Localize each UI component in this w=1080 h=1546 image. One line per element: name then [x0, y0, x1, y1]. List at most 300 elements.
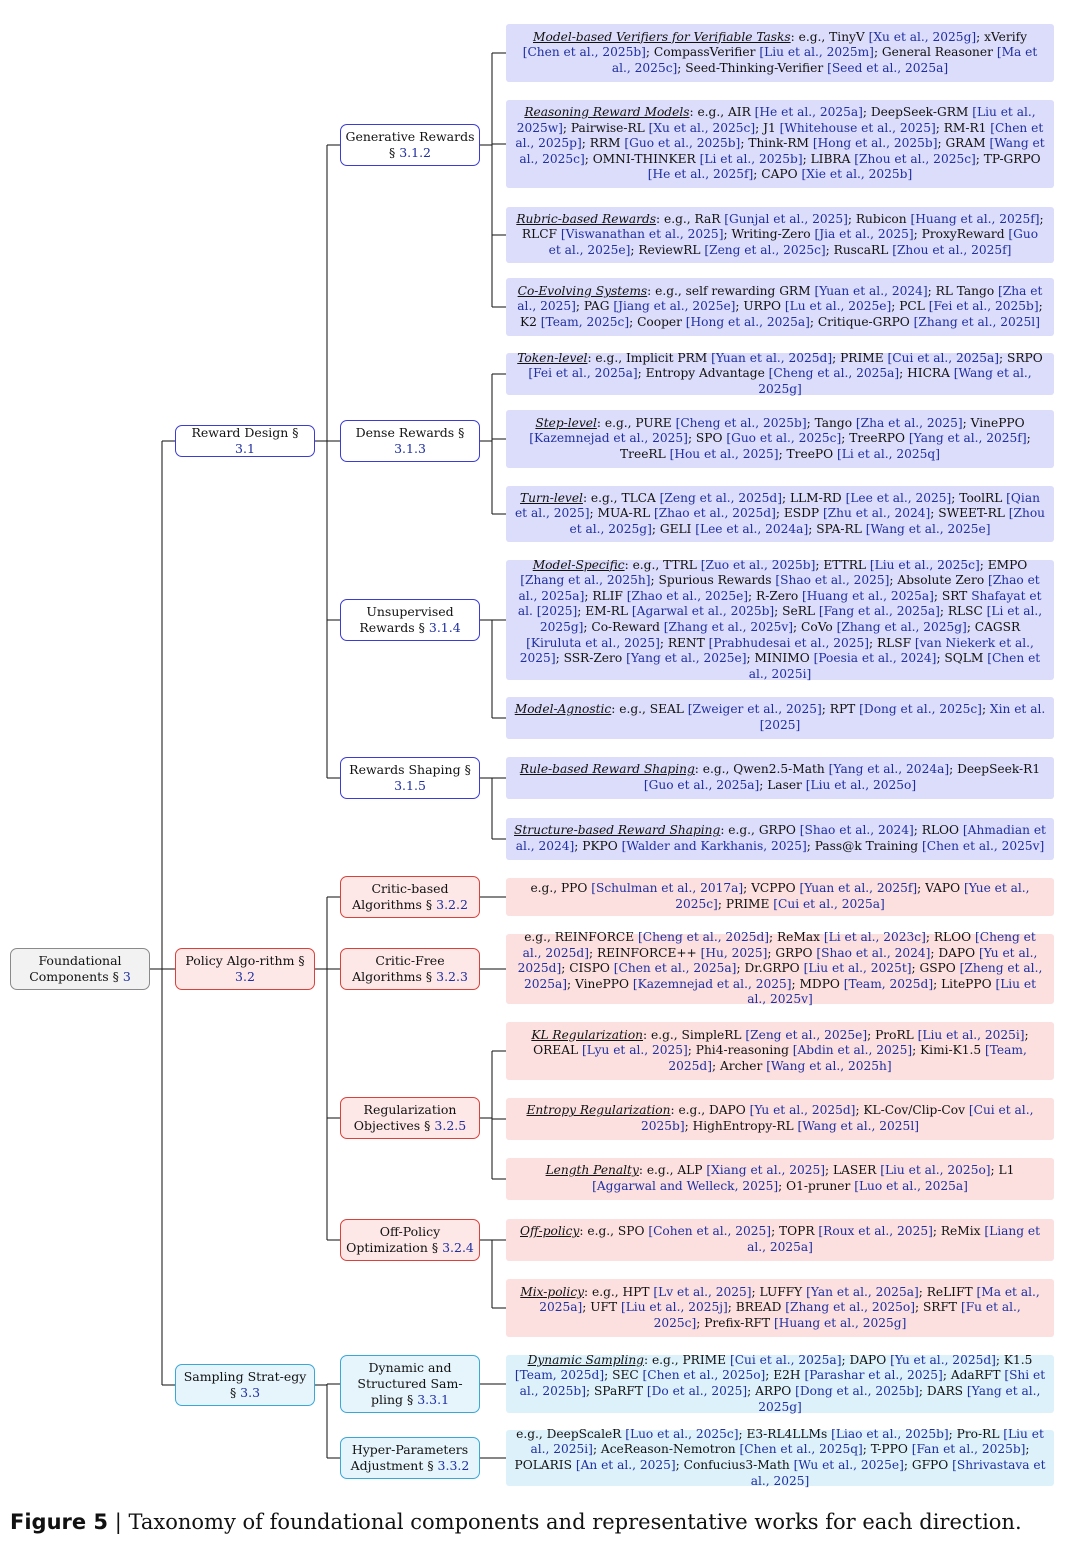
method-name: R-Zero [756, 588, 799, 603]
citation-link[interactable]: [Fei et al., 2025a] [528, 366, 638, 381]
citation-link[interactable]: [Cheng et al., 2025a] [768, 366, 900, 381]
citation-link[interactable]: [Fei et al., 2025b] [928, 299, 1039, 314]
section-ref: 3 [118, 969, 131, 984]
method-name: LASER [832, 1163, 877, 1178]
citation-link[interactable]: [Cohen et al., 2025] [648, 1224, 772, 1239]
method-name: LUFFY [759, 1284, 803, 1299]
method-name: DeepScaleR [546, 1426, 622, 1441]
method-name: ReMax [777, 930, 821, 945]
subcategory-node [340, 420, 480, 462]
citation-link[interactable]: [Zheng et al., 2025a] [523, 961, 1043, 991]
citation-link[interactable]: [Li et al., 2025b] [699, 151, 803, 166]
citation-link[interactable]: [Team, 2025c] [540, 314, 630, 329]
citation-link[interactable]: [Zhao et al., 2025a] [518, 573, 1040, 603]
leaf-box: Co-Evolving Systems: e.g., self rewarding GRM [Yuan et al., 2024]; RL Tango [Zha et al., 2025]; PAG [Jiang et al., 2025e]; URPO [Lu et al., 2025e]; PCL [Fei et al., 2025b]; K2 [Team, 2025c]; Cooper [Hong et al., 2025a]; Critique-GRPO [Zhang et al., 2025l] [506, 278, 1054, 336]
method-name: TOPR [779, 1224, 815, 1239]
citation-link[interactable]: [Chen et al., 2025i] [748, 651, 1041, 681]
citation-link[interactable]: [Wang et al., 2025g] [758, 366, 1032, 396]
citation-link[interactable]: [Poesia et al., 2024] [813, 651, 937, 666]
section-ref: 3.3 [236, 1385, 261, 1400]
node-label: Off-Policy Optimization § [346, 1224, 441, 1255]
citation-link[interactable]: [Yan et al., 2025a] [806, 1284, 919, 1299]
method-name: Cooper [637, 314, 682, 329]
node-label: Sampling Strat-egy § [183, 1369, 307, 1400]
citation-link[interactable]: [Team, 2025d] [514, 1368, 605, 1383]
method-name: AceReason-Nemotron [600, 1442, 736, 1457]
leaf-topic: Co-Evolving Systems [517, 283, 648, 298]
citation-link[interactable]: [van Niekerk et al., 2025] [519, 635, 1034, 666]
leaf-topic: Token-level [517, 350, 588, 365]
citation-link[interactable]: [Yang et al., 2025g] [758, 1384, 1041, 1414]
method-name: MUA-RL [597, 506, 651, 521]
method-name: SQLM [944, 651, 984, 666]
method-name: Absolute Zero [897, 573, 985, 588]
leaf-box: Dynamic Sampling: e.g., PRIME [Cui et al., 2025a]; DAPO [Yu et al., 2025d]; K1.5 [Team, 2025d]; SEC [Chen et al., 2025o]; E2H [Parashar et al., 2025]; AdaRFT [Shi et al., 2025b]; SPaRFT [Do et al., 2025]; ARPO [Dong et al., 2025b]; DARS [Yang et al., 2025g] [506, 1355, 1054, 1413]
leaf-topic: Reasoning Reward Models [524, 105, 690, 120]
citation-link[interactable]: [Yue et al., 2025c] [675, 881, 1030, 911]
citation-link[interactable]: [Chen et al., 2025p] [515, 120, 1044, 151]
section-ref: 3.2 [235, 969, 255, 984]
section-ref: 3.2.4 [438, 1240, 474, 1255]
citation-link[interactable]: [Shao et al., 2024] [799, 823, 914, 838]
citation-link[interactable]: [Gunjal et al., 2025] [724, 211, 848, 226]
citation-link[interactable]: [Zhou et al., 2025g] [569, 506, 1046, 536]
method-name: ARPO [755, 1384, 792, 1398]
citation-link[interactable]: [Chen et al., 2025a] [613, 961, 737, 976]
method-name: Critique-GRPO [817, 314, 910, 329]
citation-link[interactable]: [Zeng et al., 2025d] [659, 490, 782, 505]
citation-link[interactable]: [Xu et al., 2025g] [868, 29, 977, 44]
section-ref: 3.1.5 [394, 778, 426, 793]
leaf-topic: Length Penalty [545, 1163, 639, 1178]
citation-link[interactable]: [Ahmadian et al., 2024] [515, 823, 1046, 853]
citation-link[interactable]: [Do et al., 2025] [646, 1384, 748, 1398]
node-label: Dynamic and Structured Sam-pling § [357, 1360, 463, 1407]
citation-link[interactable]: [Hong et al., 2025a] [685, 314, 810, 329]
subcategory-node [340, 1437, 480, 1479]
leaf-box: e.g., DeepScaleR [Luo et al., 2025c]; E3-RL4LLMs [Liao et al., 2025b]; Pro-RL [Liu et al., 2025i]; AceReason-Nemotron [Chen et al., 2025q]; T-PPO [Fan et al., 2025b]; POLARIS [An et al., 2025]; Confucius3-Math [Wu et al., 2025e]; GFPO [Shrivastava et al., 2025] [506, 1430, 1054, 1486]
citation-link[interactable]: [Li et al., 2023c] [823, 930, 926, 945]
subcategory-node [340, 1097, 480, 1139]
method-name: SWEET-RL [938, 506, 1005, 521]
citation-link[interactable]: [Lyu et al., 2025] [581, 1043, 688, 1058]
leaf-topic: Entropy Regularization [526, 1103, 671, 1118]
leaf-topic: Model-Specific [532, 557, 625, 572]
node-label: Dense Rewards § [355, 425, 465, 440]
citation-link[interactable]: [Zhao et al., 2025d] [653, 506, 776, 521]
citation-link[interactable]: [Hong et al., 2025b] [812, 136, 938, 151]
method-name: VinePPO [970, 415, 1025, 430]
caption-label: Figure 5 [10, 1510, 109, 1534]
method-name: URPO [743, 299, 782, 314]
citation-link[interactable]: [Liu et al., 2025j] [620, 1300, 728, 1315]
method-name: Entropy Advantage [645, 366, 765, 381]
citation-link[interactable]: [Liu et al., 2025o] [805, 778, 917, 792]
method-name: SRFT [922, 1300, 958, 1315]
citation-link[interactable]: [Yuan et al., 2025d] [711, 350, 833, 365]
method-name: TreeRL [620, 446, 666, 461]
method-name: BREAD [735, 1300, 782, 1315]
category-node [175, 948, 315, 990]
citation-link[interactable]: [Aggarwal and Welleck, 2025] [592, 1179, 779, 1193]
method-name: PRIME [725, 897, 770, 911]
method-name: SPA-RL [816, 521, 862, 536]
citation-link[interactable]: [Guo et al., 2025b] [624, 136, 741, 151]
leaf-topic: Step-level [535, 415, 597, 430]
leaf-topic: Rule-based Reward Shaping [519, 762, 695, 777]
citation-link[interactable]: [Li et al., 2025q] [837, 446, 940, 461]
method-name: ProRL [875, 1027, 914, 1042]
citation-link[interactable]: [Cheng et al., 2025b] [675, 415, 807, 430]
method-name: RuscaRL [833, 242, 889, 257]
method-name: K1.5 [1003, 1352, 1033, 1367]
method-name: RaR [694, 211, 721, 226]
method-name: SRT [941, 588, 968, 603]
leaf-box: Off-policy: e.g., SPO [Cohen et al., 2025]; TOPR [Roux et al., 2025]; ReMix [Liang et al., 2025a] [506, 1219, 1054, 1261]
citation-link[interactable]: [Huang et al., 2025f] [910, 211, 1040, 226]
citation-link[interactable]: [Shao et al., 2024] [816, 945, 931, 960]
leaf-box: e.g., PPO [Schulman et al., 2017a]; VCPPO [Yuan et al., 2025f]; VAPO [Yue et al., 2025c]; PRIME [Cui et al., 2025a] [506, 878, 1054, 916]
citation-link[interactable]: [Yang et al., 2025f] [908, 431, 1027, 446]
method-name: Pass@k Training [814, 839, 919, 853]
citation-link[interactable]: [Zeng et al., 2025c] [704, 242, 826, 257]
citation-link[interactable]: [Ma et al., 2025a] [539, 1284, 1040, 1315]
method-name: GRAM [945, 136, 986, 151]
citation-link[interactable]: [Zha et al., 2025] [855, 415, 963, 430]
citation-link[interactable]: [Cheng et al., 2025d] [522, 930, 1036, 960]
section-ref: 3.1.3 [394, 441, 426, 456]
citation-link[interactable]: [Zweiger et al., 2025] [687, 702, 822, 717]
method-name: DAPO [938, 945, 976, 960]
method-name: POLARIS [514, 1458, 572, 1472]
leaf-box: Model-Specific: e.g., TTRL [Zuo et al., 2025b]; ETTRL [Liu et al., 2025c]; EMPO [Zhang et al., 2025h]; Spurious Rewards [Shao et al., 2025]; Absolute Zero [Zhao et al., 2025a]; RLIF [Zhao et al., 2025e]; R-Zero [Huang et al., 2025a]; SRT Shafayat et al. [2025]; EM-RL [Agarwal et al., 2025b]; SeRL [Fang et al., 2025a]; RLSC [Li et al., 2025g]; Co-Reward [Zhang et al., 2025v]; CoVo [Zhang et al., 2025g]; CAGSR [Kiruluta et al., 2025]; RENT [Prabhudesai et al., 2025]; RLSF [van Niekerk et al., 2025]; SSR-Zero [Yang et al., 2025e]; MINIMO [Poesia et al., 2024]; SQLM [Chen et al., 2025i] [506, 560, 1054, 680]
leaf-box: Token-level: e.g., Implicit PRM [Yuan et al., 2025d]; PRIME [Cui et al., 2025a]; SRPO [Fei et al., 2025a]; Entropy Advantage [Cheng et al., 2025a]; HICRA [Wang et al., 2025g] [506, 353, 1054, 395]
subcategory-node [340, 599, 480, 641]
method-name: EMPO [987, 557, 1028, 572]
method-name: Rubicon [855, 211, 907, 226]
citation-link[interactable]: [Dong et al., 2025b] [795, 1384, 919, 1398]
leaf-box: Turn-level: e.g., TLCA [Zeng et al., 2025d]; LLM-RD [Lee et al., 2025]; ToolRL [Qian et al., 2025]; MUA-RL [Zhao et al., 2025d]; ESDP [Zhu et al., 2024]; SWEET-RL [Zhou et al., 2025g]; GELI [Lee et al., 2024a]; SPA-RL [Wang et al., 2025e] [506, 486, 1054, 542]
method-name: ToolRL [959, 490, 1003, 505]
method-name: ReMix [940, 1224, 981, 1239]
citation-link[interactable]: [Kazemnejad et al., 2025] [529, 431, 688, 446]
citation-link[interactable]: [Wang et al., 2025h] [766, 1058, 892, 1073]
method-name: PCL [899, 299, 925, 314]
citation-link[interactable]: [Chen et al., 2025v] [922, 839, 1045, 853]
leaf-box: Entropy Regularization: e.g., DAPO [Yu et al., 2025d]; KL-Cov/Clip-Cov [Cui et al., 2025b]; HighEntropy-RL [Wang et al., 2025l] [506, 1098, 1054, 1140]
citation-link[interactable]: [Yuan et al., 2024] [814, 283, 928, 298]
citation-link[interactable]: [Xiang et al., 2025] [706, 1163, 825, 1178]
node-label: Reward Design § [191, 425, 299, 440]
method-name: SPO [617, 1224, 645, 1239]
leaf-box: Structure-based Reward Shaping: e.g., GRPO [Shao et al., 2024]; RLOO [Ahmadian et al., 2024]; PKPO [Walder and Karkhanis, 2025]; Pass@k Training [Chen et al., 2025v] [506, 818, 1054, 860]
root-node [10, 948, 150, 990]
subcategory-node [340, 876, 480, 918]
method-name: SeRL [782, 604, 815, 619]
citation-link[interactable]: [Guo et al., 2025e] [548, 227, 1039, 257]
citation-link[interactable]: [Zhao et al., 2025e] [626, 588, 749, 603]
method-name: SEC [612, 1368, 639, 1383]
citation-link[interactable]: [Zeng et al., 2025e] [745, 1027, 868, 1042]
node-label: Critic-Free Algorithms § [352, 953, 445, 984]
method-name: PAG [583, 299, 610, 314]
method-name: Laser [767, 778, 802, 792]
leaf-box: Reasoning Reward Models: e.g., AIR [He et al., 2025a]; DeepSeek-GRM [Liu et al., 2025w]; Pairwise-RL [Xu et al., 2025c]; J1 [Whitehouse et al., 2025]; RM-R1 [Chen et al., 2025p]; RRM [Guo et al., 2025b]; Think-RM [Hong et al., 2025b]; GRAM [Wang et al., 2025c]; OMNI-THINKER [Li et al., 2025b]; LIBRA [Zhou et al., 2025c]; TP-GRPO [He et al., 2025f]; CAPO [Xie et al., 2025b] [506, 100, 1054, 188]
leaf-topic: Model-Agnostic [514, 702, 612, 717]
method-name: PRIME [682, 1352, 727, 1367]
method-name: GFPO [911, 1458, 949, 1472]
citation-link[interactable]: [Agarwal et al., 2025b] [631, 604, 775, 619]
method-name: TinyV [829, 29, 865, 44]
leaf-box: KL Regularization: e.g., SimpleRL [Zeng et al., 2025e]; ProRL [Liu et al., 2025i]; OREAL [Lyu et al., 2025]; Phi4-reasoning [Abdin et al., 2025]; Kimi-K1.5 [Team, 2025d]; Archer [Wang et al., 2025h] [506, 1022, 1054, 1080]
leaf-box: Length Penalty: e.g., ALP [Xiang et al., 2025]; LASER [Liu et al., 2025o]; L1 [Aggarwal and Welleck, 2025]; O1-pruner [Luo et al., 2025a] [506, 1158, 1054, 1200]
citation-link[interactable]: [Team, 2025d] [843, 976, 934, 991]
citation-link[interactable]: [Wang et al., 2025e] [865, 521, 991, 536]
method-name: LitePPO [941, 976, 992, 991]
citation-link[interactable]: [Wang et al., 2025l] [797, 1119, 919, 1133]
method-name: K2 [520, 314, 537, 329]
method-name: Qwen2.5-Math [733, 762, 825, 777]
citation-link[interactable]: [Liu et al., 2025v] [747, 976, 1037, 1007]
category-node [175, 425, 315, 457]
method-name: PURE [635, 415, 672, 430]
citation-link[interactable]: [Huang et al., 2025g] [774, 1315, 907, 1330]
citation-link[interactable]: [Liu et al., 2025i] [917, 1027, 1025, 1042]
method-name: SPaRFT [593, 1384, 643, 1398]
citation-link[interactable]: [Parashar et al., 2025] [804, 1368, 943, 1383]
method-name: RLOO [933, 930, 972, 945]
method-name: DAPO [849, 1352, 887, 1367]
method-name: CompassVerifier [653, 45, 756, 60]
citation-link[interactable]: [Liu et al., 2025c] [869, 557, 980, 572]
citation-link[interactable]: [Chen et al., 2025q] [739, 1442, 863, 1457]
method-name: ALP [677, 1163, 703, 1178]
method-name: SRPO [1007, 350, 1043, 365]
citation-link[interactable]: [Dong et al., 2025c] [859, 702, 982, 717]
method-name: Implicit PRM [625, 350, 708, 365]
method-name: ReLIFT [926, 1284, 973, 1299]
method-name: Co-Reward [591, 620, 660, 634]
method-name: VAPO [925, 881, 961, 896]
citation-link[interactable]: [Team, 2025d] [668, 1043, 1027, 1073]
method-name: RLOO [921, 823, 960, 838]
method-name: HPT [622, 1284, 650, 1299]
method-name: AdaRFT [950, 1368, 1001, 1383]
citation-link[interactable]: [Cheng et al., 2025d] [638, 930, 770, 945]
method-name: Dr.GRPO [744, 961, 800, 976]
citation-link[interactable]: [Li et al., 2025g] [539, 604, 1043, 634]
method-name: CoVo [801, 620, 833, 634]
method-name: RLSF [876, 635, 912, 650]
leaf-topic: Dynamic Sampling [527, 1352, 644, 1367]
citation-link[interactable]: [Shi et al., 2025b] [519, 1368, 1046, 1398]
method-name: SimpleRL [681, 1027, 742, 1042]
method-name: Think-RM [748, 136, 809, 151]
method-name: PPO [560, 881, 588, 896]
citation-link[interactable]: [Zhang et al., 2025o] [785, 1300, 915, 1315]
citation-link[interactable]: [Cui et al., 2025a] [773, 897, 885, 911]
citation-link[interactable]: [Liu et al., 2025t] [803, 961, 912, 976]
citation-link[interactable]: [Cui et al., 2025a] [887, 350, 1000, 365]
subcategory-node [340, 757, 480, 799]
leaf-box: Model-based Verifiers for Verifiable Tasks: e.g., TinyV [Xu et al., 2025g]; xVerify [Chen et al., 2025b]; CompassVerifier [Liu et al., 2025m]; General Reasoner [Ma et al., 2025c]; Seed-Thinking-Verifier [Seed et al., 2025a] [506, 24, 1054, 82]
citation-link[interactable]: [Abdin et al., 2025] [792, 1043, 913, 1058]
citation-link[interactable]: [Shrivastava et al., 2025] [750, 1458, 1046, 1488]
method-name: CISPO [569, 961, 610, 976]
method-name: EM-RL [585, 604, 629, 619]
citation-link[interactable]: [Wu et al., 2025e] [793, 1458, 904, 1472]
method-name: HighEntropy-RL [692, 1119, 794, 1133]
method-name: PKPO [582, 839, 618, 853]
category-node [175, 1364, 315, 1406]
leaf-topic: Structure-based Reward Shaping [514, 823, 721, 838]
subcategory-node [340, 1355, 480, 1413]
citation-link[interactable]: [Schulman et al., 2017a] [591, 881, 744, 896]
citation-link[interactable]: [Xie et al., 2025b] [801, 167, 913, 182]
citation-link[interactable]: [Zhang et al., 2025h] [520, 573, 651, 588]
citation-link[interactable]: [Guo et al., 2025a] [643, 778, 760, 792]
citation-link[interactable]: [Fang et al., 2025a] [818, 604, 940, 619]
method-name: AIR [727, 105, 751, 120]
method-name: VinePPO [575, 976, 629, 991]
citation-link[interactable]: [Hou et al., 2025] [669, 446, 779, 461]
citation-link[interactable]: [Lu et al., 2025e] [784, 299, 892, 314]
method-name: Phi4-reasoning [695, 1043, 789, 1058]
citation-link[interactable]: [Kazemnejad et al., 2025] [632, 976, 792, 991]
method-name: GSPO [919, 961, 956, 976]
citation-link[interactable]: [Roux et al., 2025] [818, 1224, 933, 1239]
method-name: RRM [589, 136, 621, 151]
method-name: TreeRPO [849, 431, 905, 446]
citation-link[interactable]: [Lv et al., 2025] [653, 1284, 752, 1299]
citation-link[interactable]: [Zhang et al., 2025v] [663, 620, 794, 634]
section-ref: 3.1 [235, 441, 255, 456]
method-name: Prefix-RFT [704, 1315, 771, 1330]
citation-link[interactable]: [Walder and Karkhanis, 2025] [621, 839, 807, 853]
leaf-box: e.g., REINFORCE [Cheng et al., 2025d]; ReMax [Li et al., 2023c]; RLOO [Cheng et al., 2025d]; REINFORCE++ [Hu, 2025]; GRPO [Shao et al., 2024]; DAPO [Yu et al., 2025d]; CISPO [Chen et al., 2025a]; Dr.GRPO [Liu et al., 2025t]; GSPO [Zheng et al., 2025a]; VinePPO [Kazemnejad et al., 2025]; MDPO [Team, 2025d]; LitePPO [Liu et al., 2025v] [506, 934, 1054, 1004]
method-name: MINIMO [754, 651, 810, 666]
node-label: Policy Algo-rithm § [185, 953, 305, 968]
citation-link[interactable]: [Liang et al., 2025a] [747, 1224, 1040, 1254]
method-name: Writing-Zero [731, 227, 811, 242]
citation-link[interactable]: [Zuo et al., 2025b] [700, 557, 816, 572]
citation-link[interactable]: [Liu et al., 2025i] [530, 1426, 1044, 1457]
citation-link[interactable]: [He et al., 2025f] [647, 167, 754, 182]
citation-link[interactable]: [Viswanathan et al., 2025] [560, 227, 724, 242]
citation-link[interactable]: [Qian et al., 2025] [514, 490, 1040, 521]
citation-link[interactable]: [Seed et al., 2025a] [827, 60, 949, 75]
citation-link[interactable]: [Lee et al., 2024a] [695, 521, 809, 536]
citation-link[interactable]: [Yu et al., 2025d] [517, 945, 1038, 976]
citation-link[interactable]: [Hu, 2025] [700, 945, 768, 960]
citation-link[interactable]: [Wang et al., 2025c] [519, 136, 1045, 166]
leaf-topic: Mix-policy [520, 1284, 585, 1299]
section-ref: 3.3.1 [413, 1392, 450, 1407]
method-name: DeepSeek-GRM [870, 105, 969, 120]
citation-link[interactable]: [Whitehouse et al., 2025] [779, 120, 936, 135]
citation-link[interactable]: [Yu et al., 2025d] [749, 1103, 856, 1118]
method-name: UFT [590, 1300, 618, 1315]
method-name: Pairwise-RL [570, 120, 645, 135]
citation-link[interactable]: [He et al., 2025a] [754, 105, 863, 120]
section-ref: 3.2.2 [432, 897, 468, 912]
node-label: Rewards Shaping § [349, 762, 471, 777]
citation-link[interactable]: [Guo et al., 2025c] [726, 431, 842, 446]
method-name: RLIF [592, 588, 623, 603]
citation-link[interactable]: [Ma et al., 2025c] [611, 45, 1038, 75]
method-name: VCPPO [751, 881, 796, 896]
citation-link[interactable]: [Yu et al., 2025d] [890, 1352, 996, 1367]
method-name: Seed-Thinking-Verifier [685, 60, 824, 75]
citation-link[interactable]: [Xu et al., 2025c] [648, 120, 756, 135]
citation-link[interactable]: [Prabhudesai et al., 2025] [708, 635, 869, 650]
citation-link[interactable]: [Chen et al., 2025o] [642, 1368, 766, 1383]
method-name: TP-GRPO [983, 151, 1041, 166]
citation-link[interactable]: [Zhang et al., 2025g] [836, 620, 967, 634]
citation-link[interactable]: [Cui et al., 2025b] [641, 1103, 1034, 1133]
method-name: E3-RL4LLMs [746, 1426, 828, 1441]
leaf-topic: Turn-level [520, 490, 583, 505]
citation-link[interactable]: [Jia et al., 2025] [814, 227, 914, 242]
citation-link[interactable]: [Yang et al., 2024a] [828, 762, 950, 777]
method-name: REINFORCE++ [596, 945, 697, 960]
citation-link[interactable]: [Huang et al., 2025a] [802, 588, 934, 603]
citation-link[interactable]: [Luo et al., 2025c] [625, 1426, 739, 1441]
method-name: SSR-Zero [563, 651, 623, 666]
citation-link[interactable]: [Zhang et al., 2025l] [913, 314, 1040, 329]
method-name: ETTRL [823, 557, 867, 572]
method-name: J1 [763, 120, 776, 135]
citation-link[interactable]: [Yang et al., 2025e] [626, 651, 747, 666]
citation-link[interactable]: [Zhou et al., 2025f] [892, 242, 1012, 257]
method-name: GELI [659, 521, 692, 536]
citation-link[interactable]: [Zha et al., 2025] [517, 283, 1043, 314]
citation-link[interactable]: [Zhu et al., 2024] [822, 506, 931, 521]
method-name: ProxyReward [921, 227, 1005, 242]
method-name: DARS [926, 1384, 963, 1398]
citation-link[interactable]: [Cui et al., 2025a] [729, 1352, 842, 1367]
citation-link[interactable]: [Liu et al., 2025w] [516, 105, 1036, 135]
citation-link[interactable]: Xin et al. [2025] [759, 702, 1046, 732]
leaf-topic: Model-based Verifiers for Verifiable Tasks [533, 29, 791, 44]
citation-link[interactable]: [Jiang et al., 2025e] [613, 299, 736, 314]
leaf-box: Step-level: e.g., PURE [Cheng et al., 2025b]; Tango [Zha et al., 2025]; VinePPO [Kazemnejad et al., 2025]; SPO [Guo et al., 2025c]; TreeRPO [Yang et al., 2025f]; TreeRL [Hou et al., 2025]; TreePO [Li et al., 2025q] [506, 410, 1054, 468]
citation-link[interactable]: [Liu et al., 2025m] [759, 45, 874, 60]
leaf-box: Rule-based Reward Shaping: e.g., Qwen2.5-Math [Yang et al., 2024a]; DeepSeek-R1 [Guo et al., 2025a]; Laser [Liu et al., 2025o] [506, 757, 1054, 799]
citation-link[interactable]: [Chen et al., 2025b] [522, 45, 646, 60]
citation-link[interactable]: [Liu et al., 2025o] [880, 1163, 991, 1178]
citation-link[interactable]: [Fu et al., 2025c] [653, 1300, 1021, 1330]
method-name: RENT [667, 635, 705, 650]
method-name: ReviewRL [638, 242, 701, 257]
citation-link[interactable]: [Lee et al., 2025] [845, 490, 952, 505]
citation-link[interactable]: [Luo et al., 2025a] [854, 1179, 968, 1193]
citation-link[interactable]: [Kiruluta et al., 2025] [526, 635, 660, 650]
citation-link[interactable]: [Shao et al., 2025] [775, 573, 890, 588]
citation-link[interactable]: [Liao et al., 2025b] [831, 1426, 949, 1441]
citation-link[interactable]: [An et al., 2025] [575, 1458, 676, 1472]
method-name: SPO [695, 431, 723, 446]
citation-link[interactable]: [Yuan et al., 2025f] [799, 881, 918, 896]
method-name: RPT [829, 702, 856, 717]
leaf-box: Model-Agnostic: e.g., SEAL [Zweiger et al., 2025]; RPT [Dong et al., 2025c]; Xin et al. [2025] [506, 697, 1054, 739]
method-name: DAPO [708, 1103, 746, 1118]
citation-link[interactable]: [Fan et al., 2025b] [911, 1442, 1026, 1457]
citation-link[interactable]: Shafayat et al. [2025] [517, 588, 1042, 619]
citation-link[interactable]: [Zhou et al., 2025c] [854, 151, 976, 166]
section-ref: 3.2.3 [432, 969, 468, 984]
method-name: LIBRA [810, 151, 851, 166]
